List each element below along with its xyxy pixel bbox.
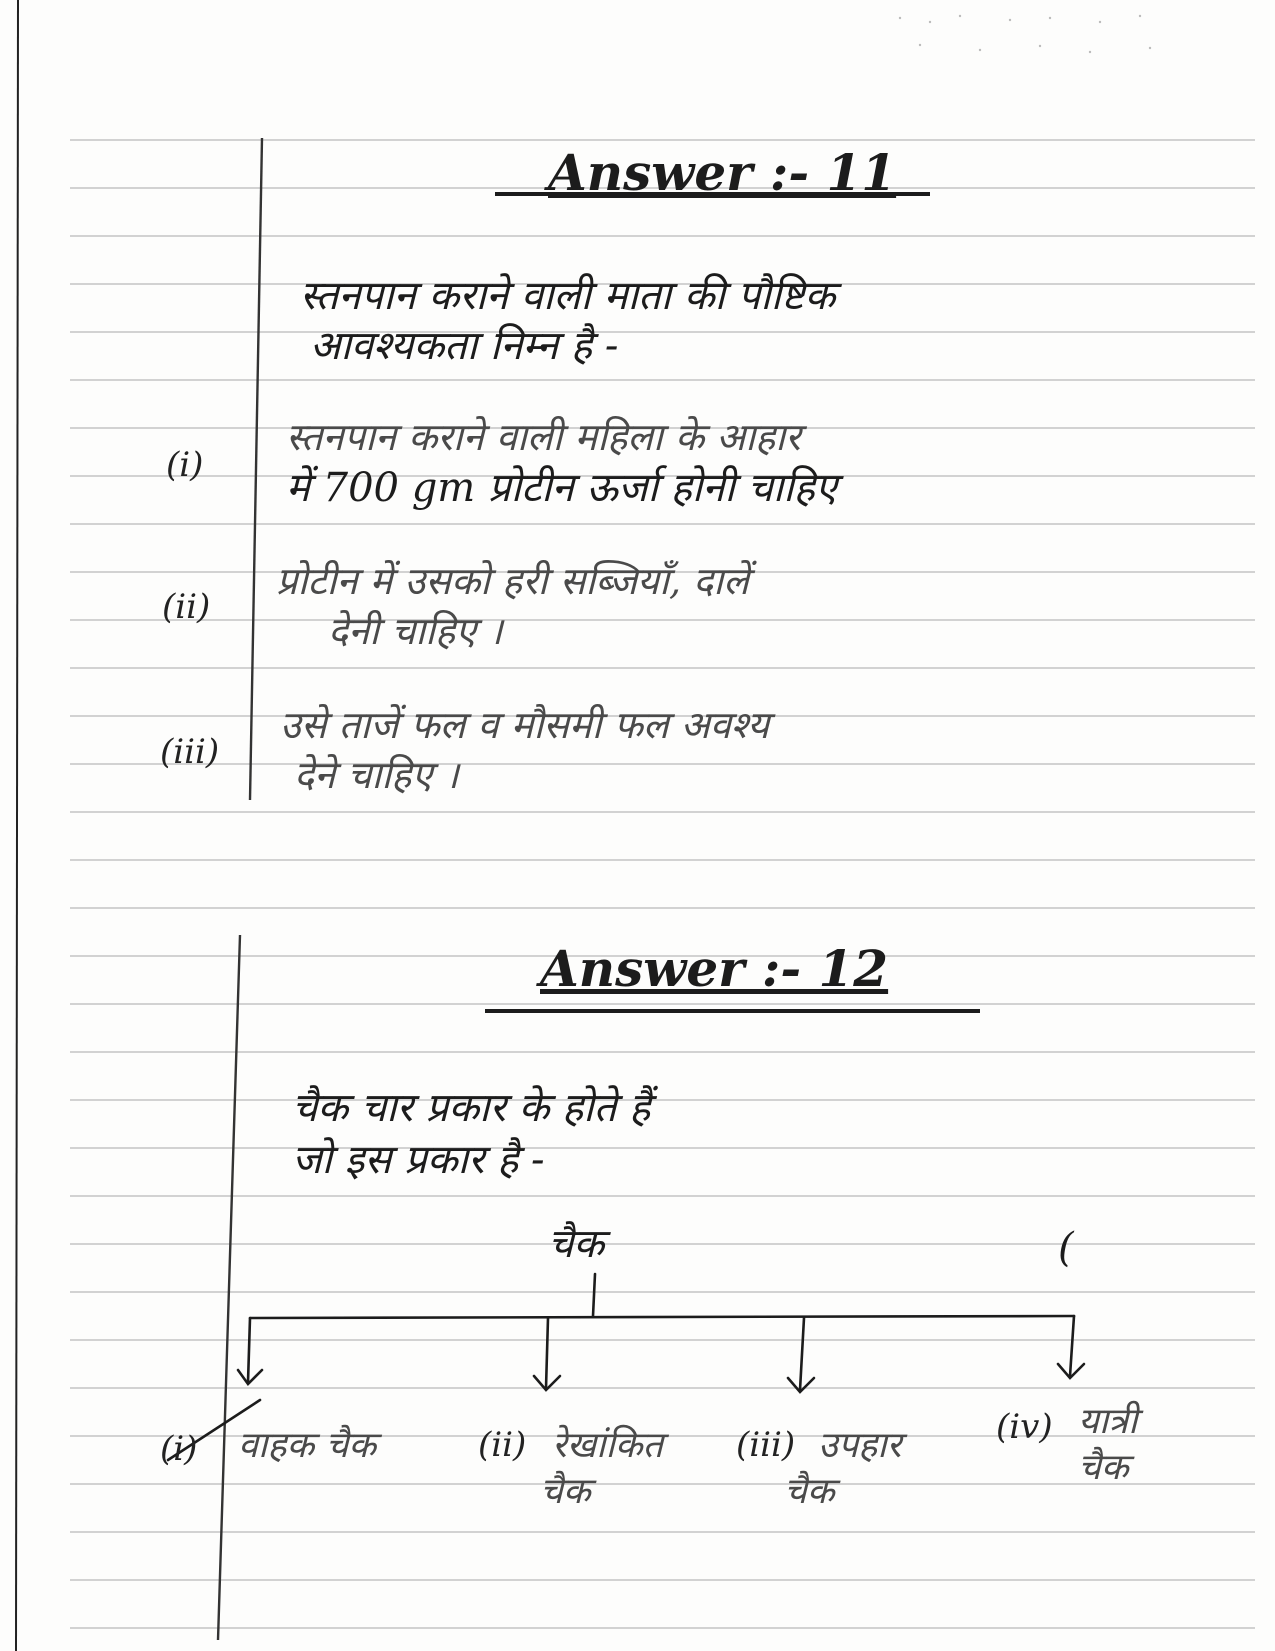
point-1-marker: (i) (166, 445, 204, 485)
branch-3-label-line1: उपहार (818, 1425, 902, 1466)
answer-11-heading: Answer :- 11 (548, 143, 897, 202)
answer-11-intro-line1: स्तनपान कराने वाली माता की पौष्टिक (300, 273, 836, 319)
stray-mark: ( (1058, 1225, 1074, 1271)
point-2-line1: प्रोटीन में उसको हरी सब्जियाँ, दालें (276, 559, 749, 603)
branch-3-label-line2: चैक (784, 1471, 835, 1512)
point-1-line1: स्तनपान कराने वाली महिला के आहार (286, 415, 801, 459)
branch-1-label: वाहक चैक (238, 1425, 377, 1466)
tree-root-label: चैक (548, 1221, 605, 1267)
point-3-line1: उसे ताजें फल व मौसमी फल अवश्य (280, 703, 770, 747)
answer-11-intro-line2: आवश्यकता निम्न है - (310, 323, 619, 369)
answer-12-intro-line1: चैक चार प्रकार के होते हैं (292, 1085, 651, 1131)
branch-2-label-line1: रेखांकित (552, 1425, 663, 1466)
branch-2-marker: (ii) (478, 1425, 527, 1465)
point-1-line2: में 700 gm प्रोटीन ऊर्जा होनी चाहिए (286, 465, 838, 511)
point-3-line2: देने चाहिए । (294, 753, 459, 797)
point-3-marker: (iii) (160, 732, 220, 772)
branch-3-marker: (iii) (736, 1425, 796, 1465)
answer-12-heading: Answer :- 12 (540, 939, 889, 998)
branch-4-marker: (iv) (996, 1407, 1053, 1447)
branch-2-label-line2: चैक (540, 1471, 591, 1512)
point-2-line2: देनी चाहिए । (328, 609, 503, 653)
branch-1-marker: (i) (160, 1429, 198, 1469)
answer-12-intro-line2: जो इस प्रकार है - (292, 1137, 545, 1183)
point-2-marker: (ii) (162, 587, 211, 627)
branch-4-label-line2: चैक (1078, 1447, 1129, 1488)
branch-4-label-line1: यात्री (1078, 1401, 1138, 1442)
